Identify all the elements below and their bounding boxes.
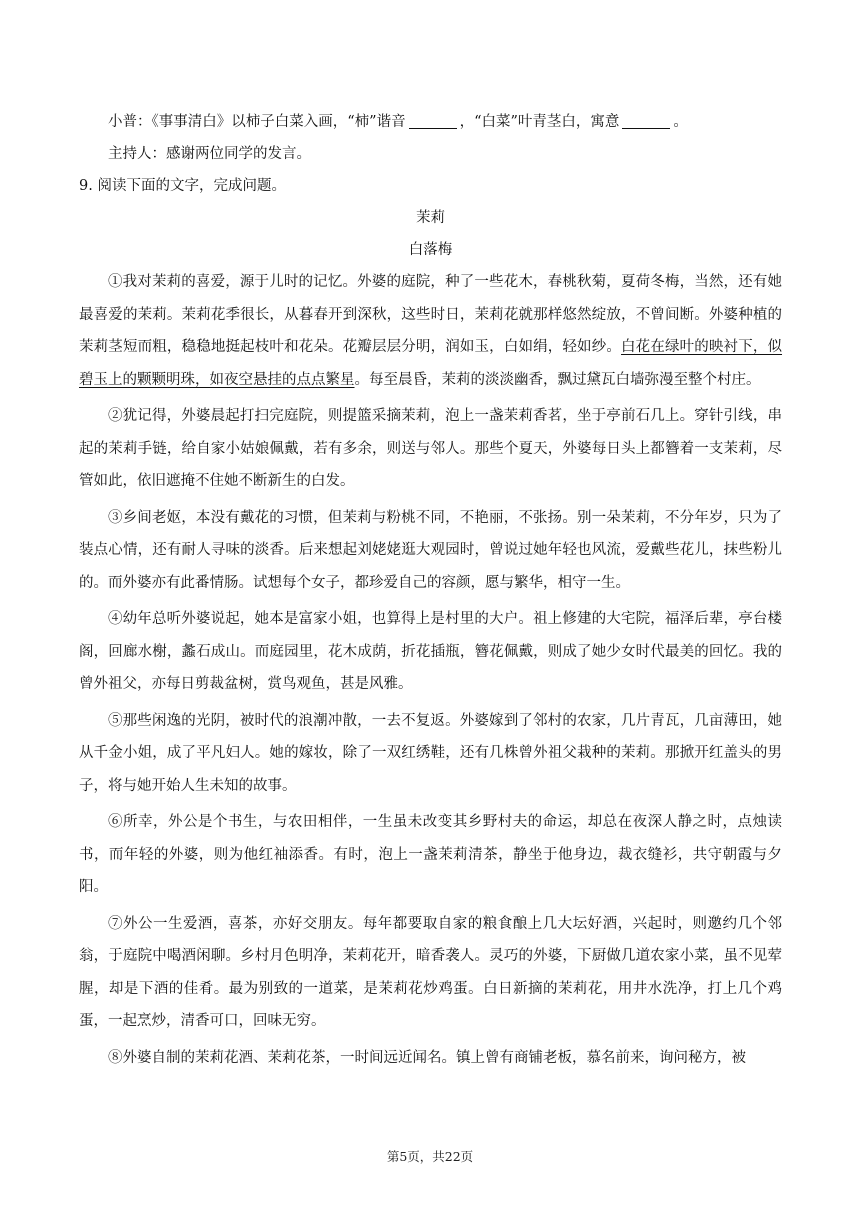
host-statement: 主持人：感谢两位同学的发言。 (108, 146, 311, 162)
paragraph-1-text-a: ①我对茉莉的喜爱，源于儿时的记忆。外婆的庭院，种了一些花木，春桃秋菊，夏荷冬梅，当然，还有她最喜爱的茉莉。茉莉花季很长，从暮春开到深秋，这些时日，茉莉花就那样悠然绽放，不曾间断。外婆种植的茉莉茎短而粗，稳稳地挺起枝叶和花朵。花瓣层层分明，润如玉，白如绢，轻如纱。 (79, 274, 782, 355)
answer-blank-2[interactable] (622, 128, 670, 129)
answer-blank-1[interactable] (409, 128, 457, 129)
paragraph-1-text-b: 。每至晨昏，茉莉的淡淡幽香，飘过黛瓦白墙弥漫至整个村庄。 (354, 371, 761, 388)
paragraph-7: ⑦外公一生爱酒，喜茶，亦好交朋友。每年都要取自家的粮食酿上几大坛好酒，兴起时，则邀约几个邻翁，于庭院中喝酒闲聊。乡村月色明净，茉莉花开，暗香袭人。灵巧的外婆，下厨做几道农家小菜，虽不见荤腥，却是下酒的佳肴。最为别致的一道菜，是茉莉花炒鸡蛋。白日新摘的茉莉花，用井水洗净，打上几个鸡蛋，一起烹炒，清香可口，回味无穷。 (79, 915, 782, 1029)
page-number: 第5页，共22页 (386, 1149, 474, 1164)
xiaopu-prefix: 小普：《事事清白》以柿子白菜入画，“柿”谐音 (108, 114, 406, 130)
xiaopu-statement (79, 106, 782, 138)
paragraph-3: ③乡间老妪，本没有戴花的习惯，但茉莉与粉桃不同，不艳丽，不张扬。别一朵茉莉，不分年岁，只为了装点心情，还有耐人寻味的淡香。后来想起刘姥姥逛大观园时，曾说过她年轻也风流，爱戴些花儿，抹些粉儿的。而外婆亦有此番情肠。试想每个女子，都珍爱自己的容颜，愿与繁华，相守一生。 (79, 509, 782, 591)
article-author: 白落梅 (408, 242, 453, 258)
paragraph-8: ⑧外婆自制的茉莉花酒、茉莉花茶，一时间远近闻名。镇上曾有商铺老板，慕名前来，询问秘方，被 (108, 1049, 746, 1066)
underlined-sentence: 白花在绿叶的映衬下，似碧玉上的颗颗明珠，如夜空悬挂的点点繁星 (79, 339, 783, 388)
paragraph-1 (79, 266, 782, 396)
question-prompt: 9. 阅读下面的文字，完成问题。 (79, 178, 286, 194)
document-body (79, 106, 782, 1074)
xiaopu-middle: ，“白菜”叶青茎白，寓意 (459, 114, 620, 130)
xiaopu-end: 。 (673, 114, 688, 130)
paragraph-6: ⑥所幸，外公是个书生，与农田相伴，一生虽未改变其乡野村夫的命运，却总在夜深人静之时，点烛读书，而年轻的外婆，则为他红袖添香。有时，泡上一盏茉莉清茶，静坐于他身边，裁衣缝衫，共守朝霞与夕阳。 (79, 814, 782, 895)
paragraph-5: ⑤那些闲逸的光阴，被时代的浪潮冲散，一去不复返。外婆嫁到了邻村的农家，几片青瓦，几亩薄田，她从千金小姐，成了平凡妇人。她的嫁妆，除了一双红绣鞋，还有几株曾外祖父栽种的茉莉。那掀开红盖头的男子，将与她开始人生未知的故事。 (79, 712, 782, 794)
paragraph-4: ④幼年总听外婆说起，她本是富家小姐，也算得上是村里的大户。祖上修建的大宅院，福泽后辈，亭台楼阁，回廊水榭，蠡石成山。而庭园里，花木成荫，折花插瓶，簪花佩戴，则成了她少女时代最美的回忆。我的曾外祖父，亦每日剪裁盆树，赏鸟观鱼，甚是风雅。 (79, 611, 782, 692)
article-title: 茉莉 (416, 210, 445, 226)
paragraph-2: ②犹记得，外婆晨起打扫完庭院，则提篮采摘茉莉，泡上一盏茉莉香茗，坐于亭前石几上。穿针引线，串起的茉莉手链，给自家小姑娘佩戴，若有多余，则送与邻人。那些个夏天，外婆每日头上都簪着一支茉莉，尽管如此，依旧遮掩不住她不断新生的白发。 (79, 408, 782, 489)
